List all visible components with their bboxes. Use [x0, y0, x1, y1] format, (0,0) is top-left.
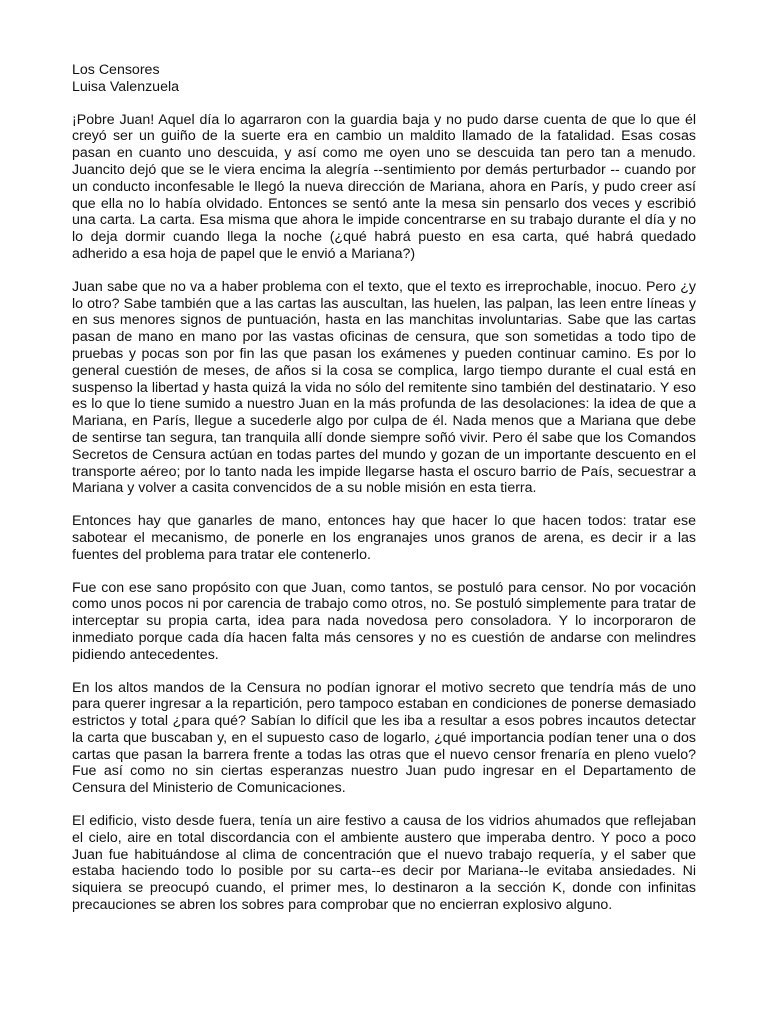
paragraph-3: Entonces hay que ganarles de mano, entonces hay que hacer lo que hacen todos: tratar ese sabotear el mecanismo, de ponerle en los engranajes unos granos de arena, es decir ir a las fuentes del problema para tratar ele contenerlo.	[72, 513, 696, 563]
document-page	[72, 62, 696, 914]
document-header	[72, 62, 696, 96]
paragraph-2: Juan sabe que no va a haber problema con el texto, que el texto es irreprochable, inocuo. Pero ¿y lo otro? Sabe también que a las cartas las auscultan, las huelen, las palpan, las leen entre líneas y en sus menores signos de puntuación, hasta en las manchitas involuntarias. Sabe que las cartas pasan de mano en mano por las vastas oficinas de censura, que son sometidas a todo tipo de pruebas y pocas son por fin las que pasan los exámenes y pueden continuar camino. Es por lo general cuestión de meses, de años si la cosa se complica, largo tiempo durante el cual está en suspenso la libertad y hasta quizá la vida no sólo del remitente sino también del destinatario. Y eso es lo que lo tiene sumido a nuestro Juan en la más profunda de las desolaciones: la idea de que a Mariana, en París, llegue a sucederle algo por culpa de él. Nada menos que a Mariana que debe de sentirse tan segura, tan tranquila allí donde siempre soñó vivir. Pero él sabe que los Comandos Secretos de Censura actúan en todas partes del mundo y gozan de un importante descuento en el transporte aéreo; por lo tanto nada les impide llegarse hasta el oscuro barrio de País, secuestrar a Mariana y volver a casita convencidos de a su noble misión en esta tierra.	[72, 278, 696, 497]
paragraph-4: Fue con ese sano propósito con que Juan, como tantos, se postuló para censor. No por vocación como unos pocos ni por carencia de trabajo como otros, no. Se postuló simplemente para tratar de interceptar su propia carta, idea para nada novedosa pero consoladora. Y lo incorporaron de inmediato porque cada día hacen falta más censores y no es cuestión de andarse con melindres pidiendo antecedentes.	[72, 579, 696, 663]
document-author: Luisa Valenzuela	[72, 78, 180, 95]
paragraph-6: El edificio, visto desde fuera, tenía un aire festivo a causa de los vidrios ahumados que reflejaban el cielo, aire en total discordancia con el ambiente austero que imperaba dentro. Y poco a poco Juan fue habituándose al clima de concentración que el nuevo trabajo requería, y el saber que estaba haciendo todo lo posible por su carta--es decir por Mariana--le evitaba ansiedades. Ni siquiera se preocupó cuando, el primer mes, lo destinaron a la sección K, donde con infinitas precauciones se abren los sobres para comprobar que no encierran explosivo alguno.	[72, 813, 696, 914]
document-title: Los Censores	[72, 62, 160, 78]
paragraph-5: En los altos mandos de la Censura no podían ignorar el motivo secreto que tendría más de uno para querer ingresar a la repartición, pero tampoco estaban en condiciones de ponerse demasiado estrictos y total ¿para qué? Sabían lo difícil que les iba a resultar a esos pobres incautos detectar la carta que buscaban y, en el supuesto caso de logarlo, ¿qué importancia podían tener una o dos cartas que pasan la barrera frente a todas las otras que el nuevo censor frenaría en pleno vuelo? Fue así como no sin ciertas esperanzas nuestro Juan pudo ingresar en el Departamento de Censura del Ministerio de Comunicaciones.	[72, 679, 696, 797]
paragraph-1: ¡Pobre Juan! Aquel día lo agarraron con la guardia baja y no pudo darse cuenta de que lo que él creyó ser un guiño de la suerte era en cambio un maldito llamado de la fatalidad. Esas cosas pasan en cuanto uno descuida, y así como me oyen uno se descuida tan pero tan a menudo. Juancito dejó que se le viera encima la alegría --sentimiento por demás perturbador -- cuando por un conducto inconfesable le llegó la nueva dirección de Mariana, ahora en París, y pudo creer así que ella no lo había olvidado. Entonces se sentó ante la mesa sin pensarlo dos veces y escribió una carta. La carta. Esa misma que ahora le impide concentrarse en su trabajo durante el día y no lo deja dormir cuando llega la noche (¿qué habrá puesto en esa carta, qué habrá quedado adherido a esa hoja de papel que le envió a Mariana?)	[72, 111, 696, 262]
